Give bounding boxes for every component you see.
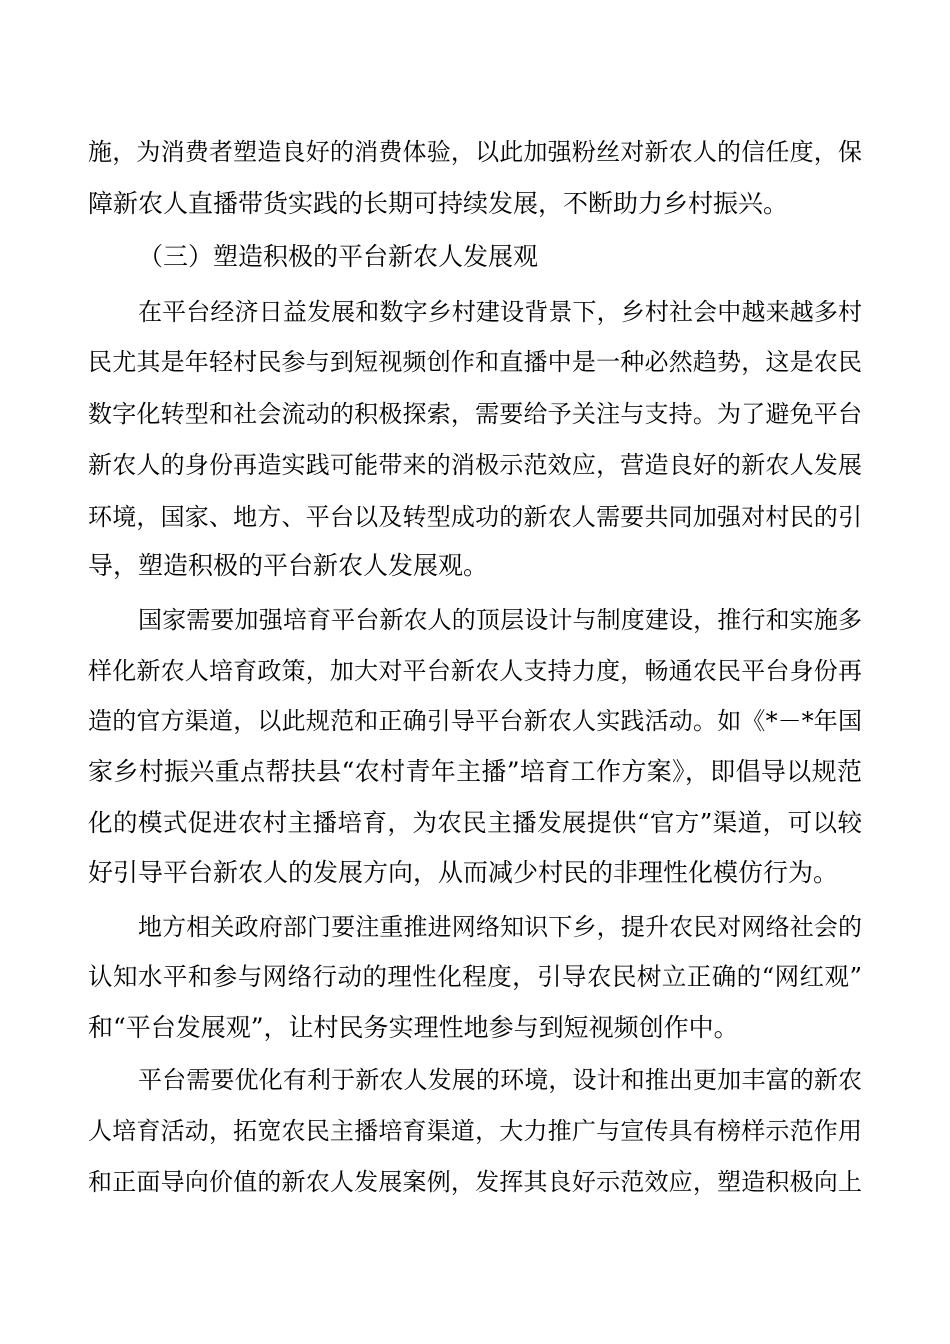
paragraph-line: 障新农人直播带货实践的长期可持续发展，不断助力乡村振兴。	[88, 189, 789, 218]
paragraph-line: 家乡村振兴重点帮扶县“农村青年主播”培育工作方案》，即倡导以规范	[88, 757, 862, 786]
paragraph-line: 和“平台发展观”，让村民务实理性地参与到短视频创作中。	[88, 1013, 739, 1042]
paragraph-line: 数字化转型和社会流动的积极探索，需要给予关注与支持。为了避免平台	[88, 400, 862, 428]
section-heading: （三）塑造积极的平台新农人发展观	[138, 242, 539, 271]
paragraph-line: 在平台经济日益发展和数字乡村建设背景下，乡村社会中越来越多村	[138, 298, 862, 326]
paragraph-line: 好引导平台新农人的发展方向，从而减少村民的非理性化模仿行为。	[88, 858, 839, 887]
paragraph-line: 人培育活动，拓宽农民主播培育渠道，大力推广与宣传具有榜样示范作用	[88, 1117, 862, 1145]
paragraph-line: 导，塑造积极的平台新农人发展观。	[88, 551, 489, 580]
paragraph-line: 新农人的身份再造实践可能带来的消极示范效应，营造良好的新农人发展	[88, 451, 862, 479]
paragraph-line: 样化新农人培育政策，加大对平台新农人支持力度，畅通农民平台身份再	[88, 657, 862, 685]
paragraph-line: 认知水平和参与网络行动的理性化程度，引导农民树立正确的“网红观”	[88, 962, 862, 991]
paragraph-line: 造的官方渠道，以此规范和正确引导平台新农人实践活动。如《*－*年国	[88, 707, 862, 735]
paragraph-line: 和正面导向价值的新农人发展案例，发挥其良好示范效应，塑造积极向上	[88, 1168, 862, 1196]
paragraph-line: 国家需要加强培育平台新农人的顶层设计与制度建设，推行和实施多	[138, 606, 862, 634]
paragraph-line: 民尤其是年轻村民参与到短视频创作和直播中是一种必然趋势，这是农民	[88, 348, 862, 376]
paragraph-line: 地方相关政府部门要注重推进网络知识下乡，提升农民对网络社会的	[138, 913, 862, 941]
paragraph-line: 环境，国家、地方、平台以及转型成功的新农人需要共同加强对村民的引	[88, 503, 862, 531]
paragraph-line: 施，为消费者塑造良好的消费体验，以此加强粉丝对新农人的信任度，保	[88, 138, 862, 166]
paragraph-line: 化的模式促进农村主播培育，为农民主播发展提供“官方”渠道，可以较	[88, 808, 862, 837]
paragraph-line: 平台需要优化有利于新农人发展的环境，设计和推出更加丰富的新农	[138, 1066, 862, 1094]
